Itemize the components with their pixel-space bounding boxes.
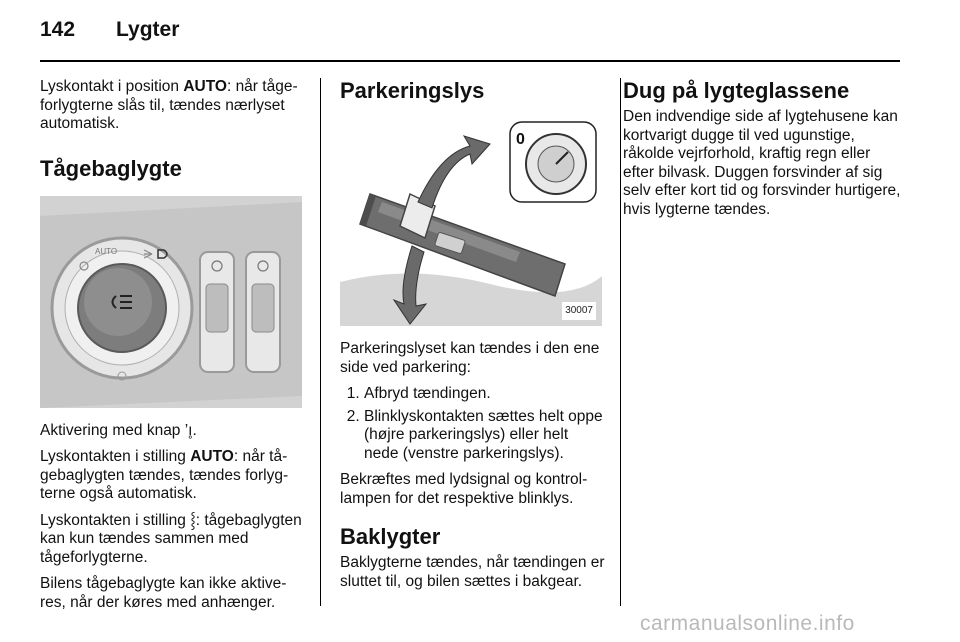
column-3 xyxy=(623,78,903,227)
column-divider-2 xyxy=(620,78,621,606)
reversing-paragraph: Baklygterne tændes, når tændingen er sluttet til, og bilen sættes i bakgear. xyxy=(340,554,605,590)
figure-number: 30007 xyxy=(562,302,596,321)
auto-paragraph: Lyskontakten i stilling AUTO: når tågebaglygten tændes, tændes forlygterne også automatisk. xyxy=(40,448,289,502)
section-heading-fog-rear: Tågebaglygte xyxy=(40,155,182,181)
section-heading-condensation: Dug på lygteglassene xyxy=(623,78,850,103)
header-rule xyxy=(40,60,900,62)
parking-step-1: 1. Afbryd tændingen. xyxy=(364,385,605,404)
light-switch-illustration xyxy=(40,196,302,408)
indicator-stalk-illustration xyxy=(340,114,602,326)
light-switch-figure xyxy=(40,196,302,408)
fog-position-paragraph: Lyskontakten i stilling ⸾: tågebaglygten kan kun tændes sammen med tågeforlygterne. xyxy=(40,511,302,566)
confirm-paragraph: Bekræftes med lydsignal og kontrollampen for det respektive blinklys. xyxy=(340,471,588,507)
column-2 xyxy=(340,78,605,599)
inset-zero-label: 0 xyxy=(516,131,525,148)
trailer-paragraph: Bilens tågebaglygte kan ikke aktiveres, når der køres med anhænger. xyxy=(40,575,287,611)
intro-paragraph: Lyskontakt i position AUTO: når tågeforlygterne slås til, tændes nærlyset automatisk. xyxy=(40,78,298,132)
auto-label: AUTO xyxy=(95,246,118,256)
watermark: carmanualsonline.info xyxy=(640,612,855,635)
section-heading-reversing: Baklygter xyxy=(340,524,441,549)
condensation-paragraph: Den indvendige side af lygtehusene kan kortvarigt dugge til ved ugunstige, råkolde vejrforhold, kraftig regn eller efter bilvask. Duggen forsvinder af sig selv efter kort tid og forsvinder hurtigere, hvis lygterne tændes. xyxy=(623,108,901,218)
column-1 xyxy=(40,78,305,620)
section-heading-parking: Parkeringslys xyxy=(340,78,485,103)
column-divider-1 xyxy=(320,78,321,606)
page-number: 142 xyxy=(40,18,76,41)
parking-step-2: 2. Blinklyskontakten sættes helt oppe (højre parkeringslys) eller helt nede (venstre parkeringslys). xyxy=(364,408,605,464)
indicator-stalk-figure xyxy=(340,114,602,326)
page-title: Lygter xyxy=(116,18,180,41)
parking-paragraph: Parkeringslyset kan tændes i den ene side ved parkering: xyxy=(340,340,600,376)
parking-steps xyxy=(340,385,605,463)
page-header xyxy=(40,18,900,48)
activation-paragraph: Aktivering med knap ’ı̥. xyxy=(40,421,197,439)
